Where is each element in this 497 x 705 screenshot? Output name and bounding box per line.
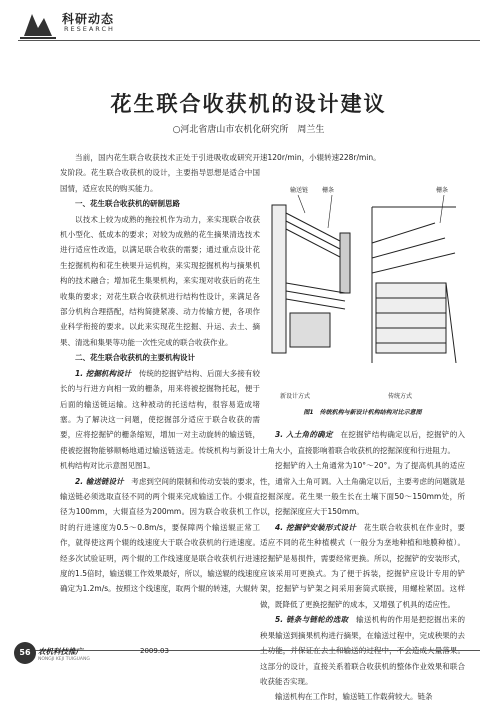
subheading: 3. 入土角的确定 [275, 430, 333, 440]
journal-issue: 2009.03 [140, 647, 169, 655]
paragraph [60, 366, 260, 474]
paragraph-text: 考虑到空间的限制和传动安装的要求，输送链必须选取直径不同的两个辊来完成输送工作。小辊直径为100mm，大辊直径为200mm。因为联合收获机工作时的行进速度为0.5～0.8m/s，要保障两个输送辊正常工作，就得使这两个辊的线速度大于联合收获机的行进速度。经多次试验证明，两个辊的工作线速度是联合收获机行进速度的1.5倍时，输送辊工作效果最好，所以，输送辊的线速度确定为1.2m/s。按照这个线速度，取两个辊的转速，大辊转 [60, 476, 260, 594]
paragraph: 当前，国内花生联合收获技术正处于引进吸收或研究开发阶段。花生联合收获机的设计，主要指导思想是适合中国国情，适应农民的购买能力。 [60, 153, 260, 193]
article-title: 花生联合收获机的设计建议 [110, 91, 387, 116]
subheading: 5. 链条与链轮的选取 [275, 615, 349, 625]
paragraph [260, 427, 465, 458]
paragraph: 输送机构在工作时，输送链工作载荷较大。链条 [275, 692, 433, 702]
label-traditional: 传统方式 [388, 393, 413, 400]
section-title: 科研动态 [62, 12, 115, 26]
paragraph-text: 传统的挖掘铲结构、后面大多接有较长的与行进方向相一致的栅条，用来将被挖掘物托起，便于后面的输送链运输。这种被动的托送结构，很容易造成堵塞。为了解决这一问题，使挖掘部分适应于联合收获的需要，应将挖掘铲的栅条缩短，增加一对主动旋转的输送链，使被挖掘物能够顺畅地通过输送链送走。传统机构与新设计机构结构对比示意图见图1。 [60, 368, 260, 471]
paragraph: 以技术上较为成熟的拖拉机作为动力，来实现联合收获机小型化、低成本的要求；对较为成熟的花生摘果清选技术进行适应性改造，以满足联合收获的需要；通过重点设计花生挖掘机构和花生秧果升运机构，来实现挖掘机构与摘果机构的技术融合；增加花生集果机构，来实现对收获后的花生收集的要求；对花生联合收获机进行结构性设计，来满足各部分机构合理搭配，结构简捷紧凑、动力传输方便，各项作业科学衔接的要求。以此来实现花生挖掘、升运、去土、摘果、清选和集果等功能一次性完成的联合收获作业。 [60, 214, 260, 347]
label-grille-new: 栅条 [322, 187, 335, 194]
left-column [60, 150, 260, 597]
label-conveyor: 输送链 [290, 187, 309, 194]
journal-name: 农机科技推广 [38, 647, 83, 656]
paragraph-text: 在挖掘铲结构确定以后，挖掘铲的入土角大小，直接影响着联合收获机的挖掘深度和行进阻力。 [260, 430, 466, 455]
paragraph: 挖掘铲的入土角通常为10°～20°。为了提高机具的适应性，通常入土角可调。入土角确定以后，主要考虑的问题就是挖掘深度。花生果一般生长在土壤下面50～150mm处，所以，挖掘深度应大于150mm。 [260, 461, 465, 517]
header-rule [18, 40, 480, 41]
subheading: 1. 挖掘机构设计 [75, 368, 132, 378]
section-subtitle: RESEARCH [64, 25, 115, 33]
section-heading: 一、花生联合收获机的研制思路 [75, 199, 180, 209]
footer-rule [18, 650, 480, 651]
paragraph-text: 输送机构的作用是把挖掘出来的秧果输送到摘果机构进行摘果，在输送过程中，完成秧果的去 这部分的设计，直接关系着联合收获机的整体作业效果和联合收获能否实现。 [260, 615, 466, 686]
paragraph-text: 花生联合收获机在作业时，要适应不同的花生种植模式（一般分为垄地种植和地膜种植）。挖掘铲是易损件，需要经常更换。所以，挖掘铲的安装形式，应该采用可更换式。为了便于拆装，挖掘铲应设计专用的铲架，挖掘铲与铲架之间采用套筒式联接，用螺栓紧固。这样做，既降低了更换挖掘铲的成本，又增强了机具的适应性。 [260, 522, 465, 609]
label-grille-old: 栅条 [436, 187, 449, 194]
figure-caption: 图1 传统机构与新设计机构结构对比示意图 [303, 409, 422, 416]
journal-pinyin: NONGJI KEJI TUIGUANG [38, 657, 90, 662]
paragraph [260, 520, 465, 612]
label-new-design: 新设计方式 [280, 393, 311, 400]
section-heading: 二、花生联合收获机的主要机构设计 [75, 353, 195, 363]
mechanism-diagram [260, 183, 465, 408]
subheading: 4. 挖掘铲安装形式设计 [275, 522, 357, 532]
article-author: ○河北省唐山市农机化研究所 周兰生 [172, 125, 325, 135]
page-number: 56 [14, 642, 36, 664]
subheading: 2. 输送链设计 [75, 476, 124, 486]
magazine-logo-icon [18, 8, 58, 44]
figure-1 [260, 183, 465, 429]
paragraph: 速120r/min，小辊转速228r/min。 [260, 153, 381, 162]
paragraph [60, 474, 260, 597]
